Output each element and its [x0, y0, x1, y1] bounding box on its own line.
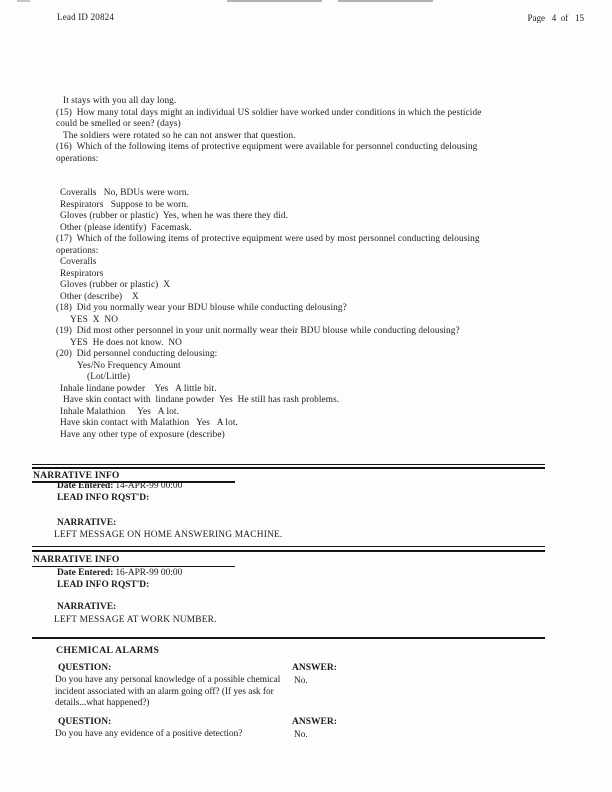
page-number: Page 4 of 15 [527, 13, 584, 23]
narrative-label [57, 602, 116, 612]
narrative-text: LEFT MESSAGE ON HOME ANSWERING MACHINE. [54, 530, 283, 540]
body-line: Coveralls [60, 257, 97, 267]
answer-text: No. [294, 730, 308, 740]
narrative-label-text: NARRATIVE: [57, 602, 117, 612]
body-line: operations: [56, 245, 99, 256]
heading-underline [32, 566, 235, 568]
answer-label: ANSWER: [292, 717, 337, 727]
body-line: Have skin contact with lindane powder Yes He still has rash problems. [63, 395, 340, 405]
lead-info-rqstd-text: LEAD INFO RQST'D: [57, 580, 150, 590]
body-line: Inhale Malathion Yes A lot. [60, 406, 179, 417]
body-line: It stays with you all day long. [63, 96, 177, 106]
question-text: Do you have any evidence of a positive detection? [55, 729, 243, 739]
scan-artifact [338, 0, 433, 2]
question-label: QUESTION: [58, 663, 112, 673]
narrative-info-heading: NARRATIVE INFO [33, 554, 120, 565]
body-line: (15) How many total days might an individual US soldier have worked under conditions in which the pesticide [56, 107, 482, 118]
body-line: Respirators Suppose to be worn. [60, 199, 189, 210]
body-line: Inhale lindane powder Yes A little bit. [60, 383, 217, 394]
body-line: Other (please identify) Facemask. [60, 222, 192, 233]
section-rule [32, 637, 545, 639]
body-line: operations: [56, 153, 99, 164]
body-line [0, 177, 612, 189]
body-line: Coveralls No, BDUs were worn. [60, 188, 190, 198]
date-entered-value: 16-APR-99 00:00 [115, 568, 183, 578]
body-text [0, 96, 612, 441]
date-entered-value: 14-APR-99 00:00 [115, 481, 183, 491]
date-entered-label: Date Entered: [57, 481, 114, 491]
body-line: The soldiers were rotated so he can not answer that question. [63, 130, 296, 141]
section-rule [32, 546, 545, 547]
lead-info-rqstd-text: LEAD INFO RQST'D: [57, 493, 150, 503]
lead-id: Lead ID 20824 [57, 12, 115, 22]
body-line [0, 165, 612, 177]
body-line: Gloves (rubber or plastic) Yes, when he was there they did. [60, 211, 289, 221]
date-entered-label: Date Entered: [57, 568, 114, 578]
body-line: (20) Did personnel conducting delousing: [56, 349, 218, 359]
body-line: could be smelled or seen? (days) [56, 119, 181, 129]
body-line: Respirators [60, 268, 104, 279]
section-rule [32, 467, 545, 469]
question-label: QUESTION: [58, 717, 112, 727]
chemical-alarms-heading: CHEMICAL ALARMS [56, 645, 160, 656]
body-line: YES X NO [70, 314, 119, 325]
question-text: Do you have any personal knowledge of a possible chemical incident associated with an alarm going off? (If yes ask for details...what happened?) [55, 675, 281, 708]
body-line: (16) Which of the following items of protective equipment were available for personnel conducting delousing [56, 142, 478, 152]
body-line: YES He does not know. NO [70, 337, 183, 348]
scan-artifact [227, 0, 322, 2]
section-rule [32, 550, 545, 552]
body-line: Other (describe) X [60, 291, 139, 302]
answer-label: ANSWER: [292, 663, 337, 673]
lead-info-rqstd-label [57, 493, 149, 503]
lead-info-rqstd-label [57, 580, 149, 590]
section-rule [32, 464, 545, 465]
narrative-label-text: NARRATIVE: [57, 518, 117, 528]
date-entered-row [57, 481, 182, 491]
body-line: Have skin contact with Malathion Yes A lot. [60, 418, 238, 428]
body-line: (Lot/Little) [87, 372, 131, 382]
body-line: (18) Did you normally wear your BDU blouse while conducting delousing? [56, 303, 347, 313]
body-line: Gloves (rubber or plastic) X [60, 280, 171, 290]
date-entered-row [57, 568, 182, 578]
body-line: Have any other type of exposure (describe) [60, 429, 225, 440]
narrative-info-heading: NARRATIVE INFO [33, 470, 120, 481]
answer-text: No. [294, 676, 308, 686]
body-line: (17) Which of the following items of protective equipment were used by most personnel conducting delousing [56, 234, 480, 244]
narrative-label [57, 518, 116, 528]
narrative-text: LEFT MESSAGE AT WORK NUMBER. [54, 615, 217, 625]
body-line: (19) Did most other personnel in your unit normally wear their BDU blouse while conducting delousing? [56, 326, 460, 336]
scan-artifact [17, 0, 30, 2]
body-line: Yes/No Frequency Amount [77, 360, 181, 371]
